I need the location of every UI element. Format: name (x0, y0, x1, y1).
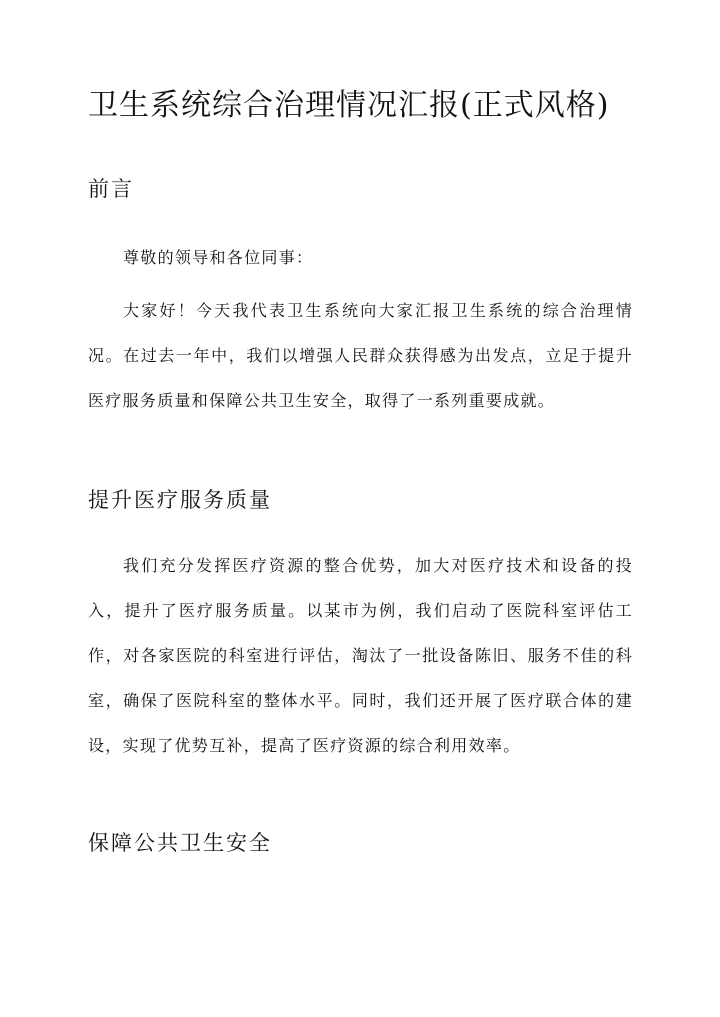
section-heading-preface: 前言 (88, 177, 134, 201)
medical-quality-paragraph: 我们充分发挥医疗资源的整合优势，加大对医疗技术和设备的投入，提升了医疗服务质量。以某市为例，我们启动了医院科室评估工作，对各家医院的科室进行评估，淘汰了一批设备陈旧、服务不佳的科室，确保了医院科室的整体水平。同时，我们还开展了医疗联合体的建设，实现了优势互补，提高了医疗资源的综合利用效率。 (88, 556, 633, 755)
section-heading-public-health-safety: 保障公共卫生安全 (88, 831, 272, 855)
document-title: 卫生系统综合治理情况汇报(正式风格) (88, 88, 610, 123)
intro-paragraph: 大家好！今天我代表卫生系统向大家汇报卫生系统的综合治理情况。在过去一年中，我们以增强人民群众获得感为出发点，立足于提升医疗服务质量和保障公共卫生安全，取得了一系列重要成就。 (88, 301, 633, 410)
section-heading-medical-quality: 提升医疗服务质量 (88, 488, 272, 512)
greeting-paragraph: 尊敬的领导和各位同事： (123, 248, 314, 267)
